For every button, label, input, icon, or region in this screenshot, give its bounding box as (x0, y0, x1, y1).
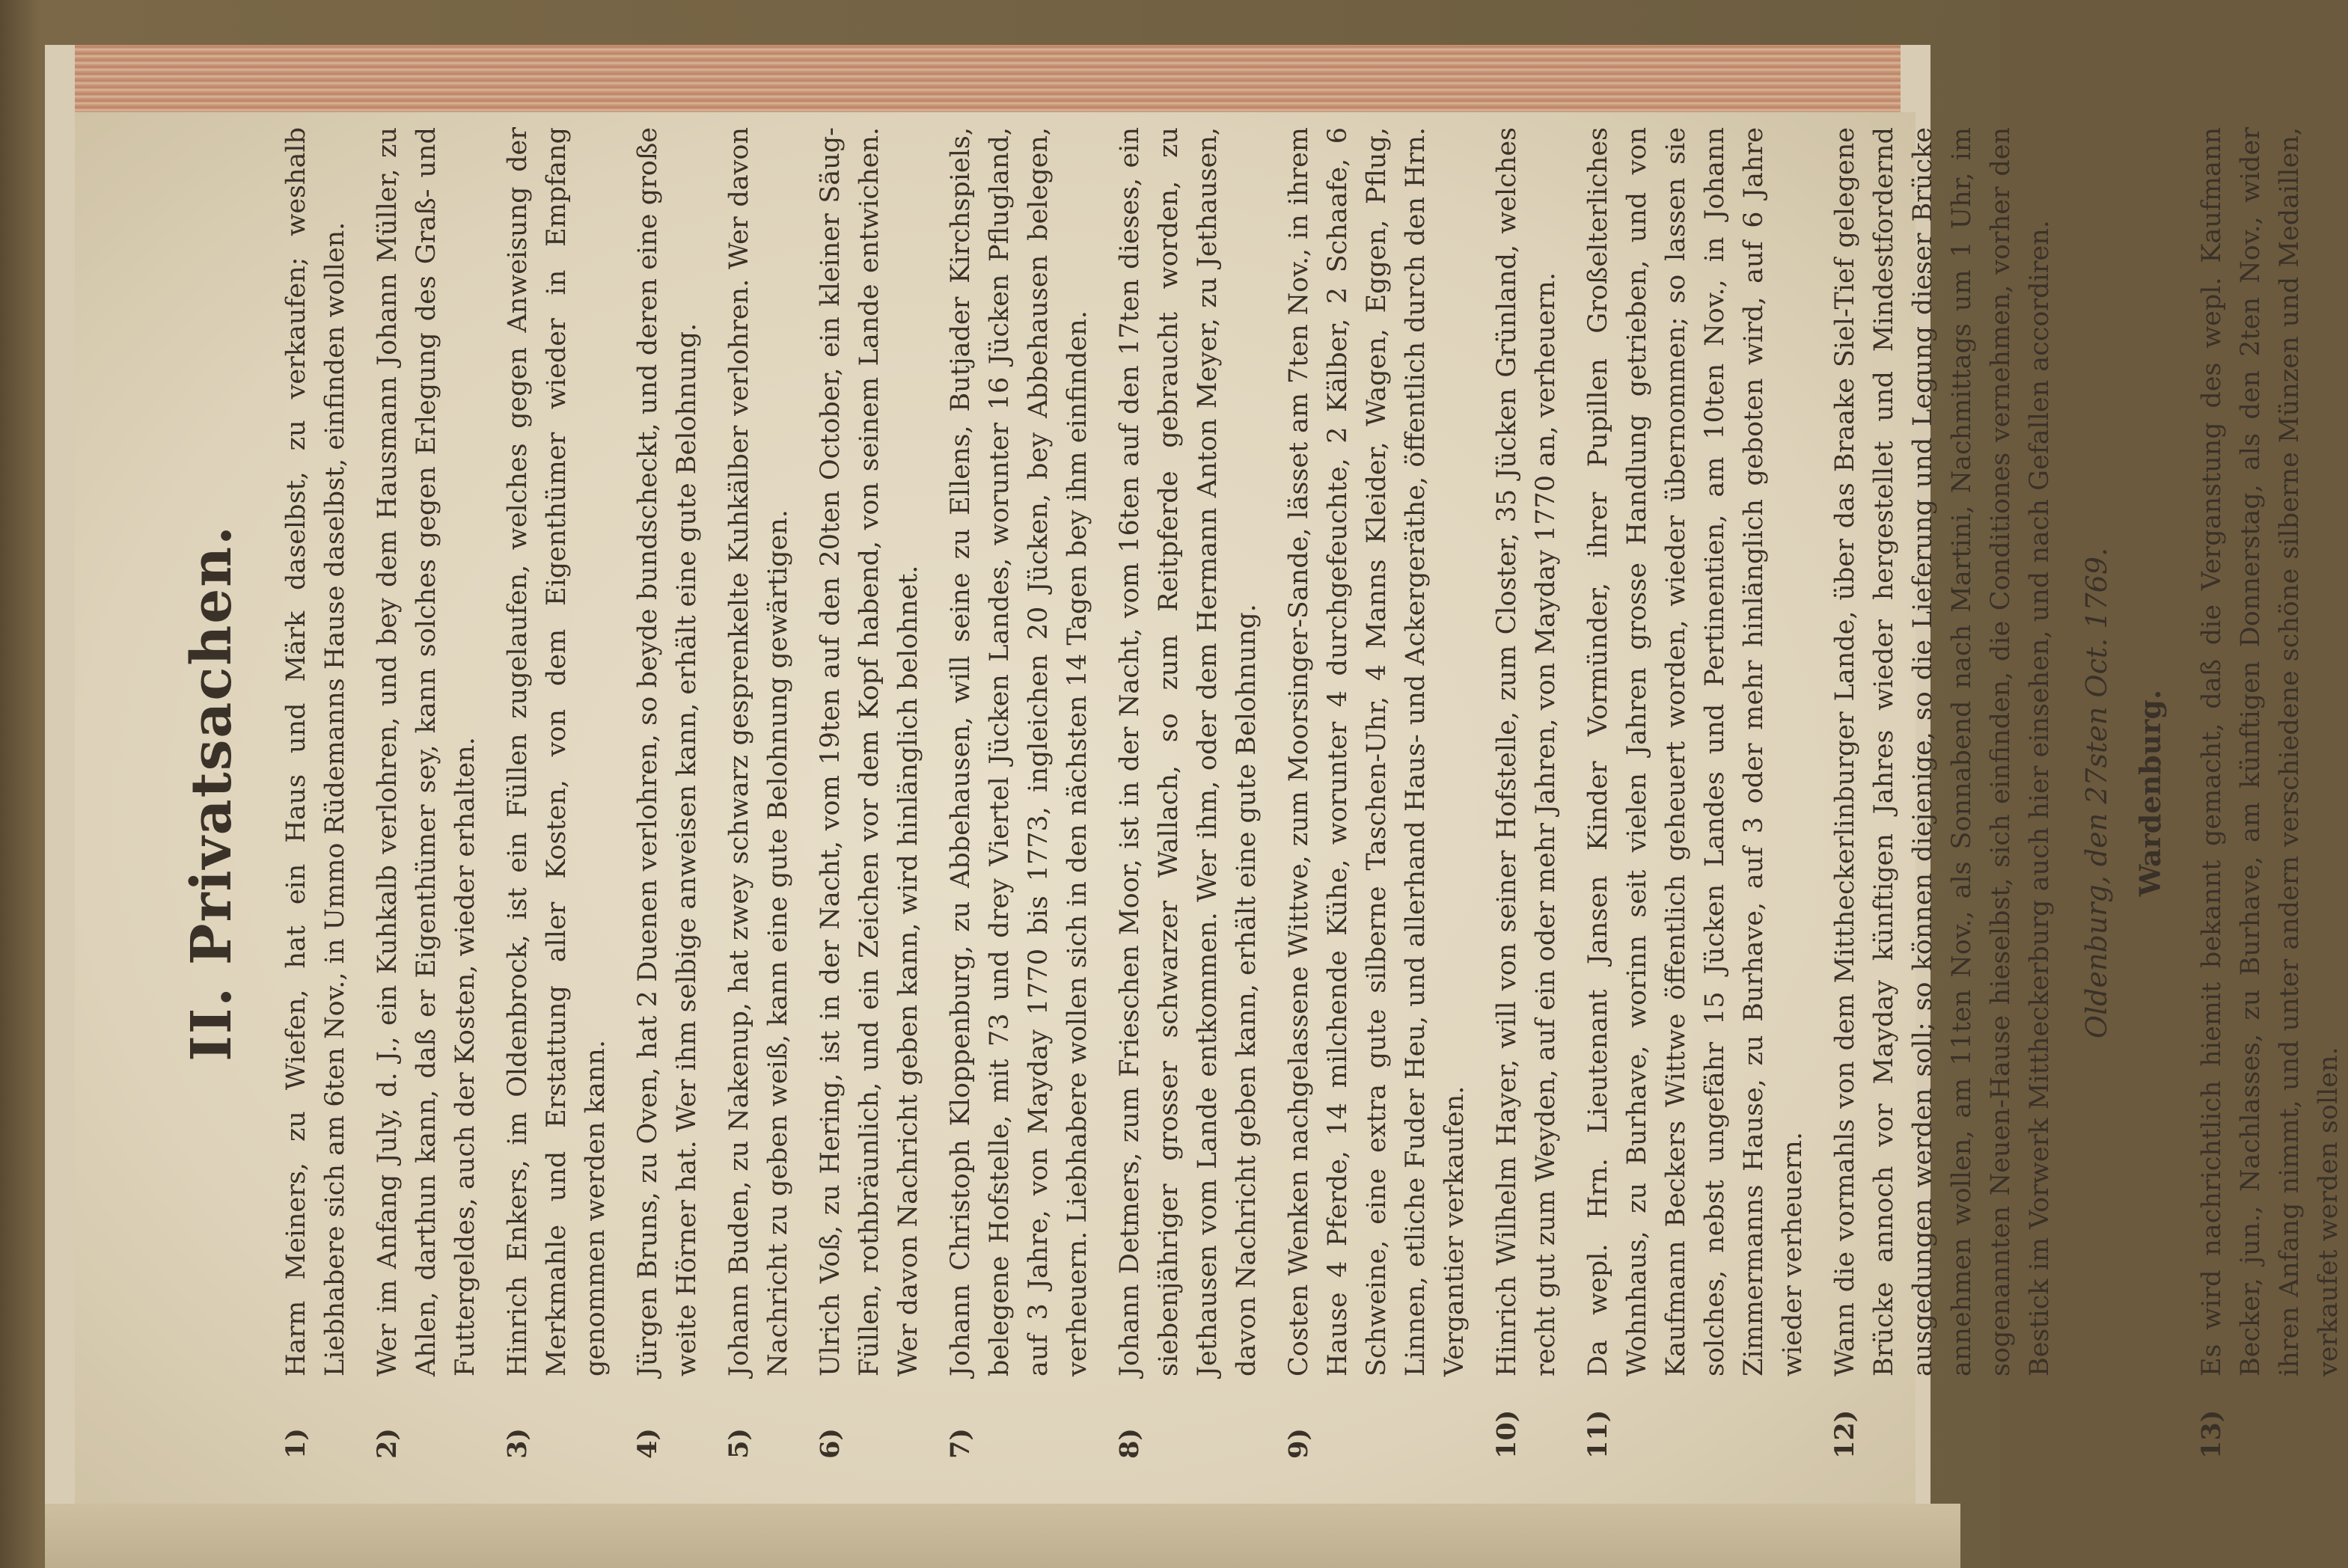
entry-number: 13) (2196, 1409, 2227, 1459)
notice-entry (277, 127, 355, 1459)
place-heading: Wardenburg. (2133, 689, 2167, 897)
entry-number: 7) (945, 1428, 976, 1459)
dateline: Oldenburg, den 27sten Oct. 1769. (2080, 547, 2113, 1039)
entry-number: 12) (1829, 1409, 1860, 1459)
entry-text: Johann Christoph Kloppenburg, zu Abbehausen, will seine zu Ellens, Butjader Kirchspiels, belegene Hofstelle, mit 73 und drey Viertel Jücken Landes, worunter 16 Jücken Pflugland, auf 3 Jahre, von Mayday 1770 bis 1773, ingleichen 20 Jücken, bey Abbehausen belegen, verheuern. Liebhabere wollen sich in den nächsten 14 Tagen bey ihm einfinden. (946, 127, 1092, 1376)
notice-entry (368, 127, 485, 1459)
entry-text: Wer im Anfang July, d. J., ein Kuhkalb verlohren, und bey dem Hausmann Johann Müller, zu Ahlen, darthun kann, daß er Eigenthümer sey, kann solches gegen Erlegung des Graß- und Futtergeldes, auch der Kosten, wieder erhalten. (373, 127, 480, 1376)
notice-entry (498, 127, 615, 1459)
entry-number: 2) (372, 1428, 403, 1459)
entry-number: 4) (632, 1428, 663, 1459)
section-heading: II. Privatsachen. (180, 524, 244, 1062)
entry-number: 9) (1283, 1428, 1314, 1459)
entry-text: Jürgen Bruns, zu Oven, hat 2 Duenen verlohren, so beyde bundscheckt, und deren eine große weite Hörner hat. Wer ihm selbige anweisen kann, erhält eine gute Belohnung. (633, 127, 702, 1376)
notice-entry (2192, 127, 2348, 1459)
entry-number: 10) (1491, 1409, 1522, 1459)
notice-entry (941, 127, 1097, 1459)
entry-text: Hinrich Enkers, im Oldenbrock, ist ein Füllen zugelaufen, welches gegen Anweisung der Merkmahle und Erstattung aller Kosten, von dem Eigenthümer wieder in Empfang genommen werden kann. (503, 127, 611, 1376)
notice-entry (811, 127, 928, 1459)
notice-entry (1579, 127, 1812, 1459)
entry-number: 8) (1114, 1428, 1145, 1459)
notice-entry (1488, 127, 1565, 1459)
notice-entry (720, 127, 798, 1459)
notice-entry (1280, 127, 1474, 1459)
entry-text: Harm Meiners, zu Wiefen, hat ein Haus und Märk daselbst, zu verkaufen; weshalb Liebhabere sich am 6ten Nov., in Ummo Rüdemanns Hause daselbst, einfinden wollen. (281, 127, 350, 1376)
notice-entry (1110, 127, 1266, 1459)
printed-text-block (150, 127, 2344, 1459)
notice-entry (629, 127, 706, 1459)
entry-number: 6) (815, 1428, 846, 1459)
entry-text: Johann Buden, zu Nakenup, hat zwey schwarz gesprenkelte Kuhkälber verlohren. Wer davon Nachricht zu geben weiß, kann eine gute Belohnung gewärtigen. (724, 127, 793, 1376)
notice-entry (1826, 127, 2059, 1459)
entry-text: Johann Detmers, zum Frieschen Moor, ist in der Nacht, vom 16ten auf den 17ten dieses, ein siebenjähriger grosser schwarzer Wallach, so zum Reitpferde gebraucht worden, zu Jethausen vom Lande entkommen. Wer ihm, oder dem Hermann Anton Meyer, zu Jethausen, davon Nachricht geben kann, erhält eine gute Belohnung. (1115, 127, 1262, 1376)
entry-text: Wann die vormahls von dem Mittheckerlinburger Lande, über das Braake Siel-Tief gelegene Brücke annoch vor Mayday künftigen Jahres wieder hergestellet und Mindestfordernd ausgedungen werden soll; so können diejenige, so die Lieferung und Legung dieser Brücke annehmen wollen, am 11ten Nov., als Sonnabend nach Martini, Nachmittags um 1 Uhr, im sogenannten Neuen-Hause hieselbst, sich einfinden, die Conditiones vernehmen, vorher den Bestick im Vorwerk Mittheckerburg auch hier einsehen, und nach Gefallen accordiren. (1830, 127, 2055, 1376)
binding-edge (45, 1504, 1960, 1568)
entry-number: 3) (502, 1428, 533, 1459)
entry-text: Da wepl. Hrn. Lieutenant Jansen Kinder Vormünder, ihrer Pupillen Großelterliches Wohnhaus, zu Burhave, worinn seit vielen Jahren grosse Handlung getrieben, und von Kaufmann Beckers Wittwe öffentlich geheuert worden, wieder übernommen; so lassen sie solches, nebst ungefähr 15 Jücken Landes und Pertinentien, am 10ten Nov., in Johann Zimmermanns Hause, zu Burhave, auf 3 oder mehr hinlänglich geboten wird, auf 6 Jahre wieder verheuern. (1583, 127, 1808, 1376)
entry-number: 5) (724, 1428, 754, 1459)
entry-number: 1) (281, 1428, 311, 1459)
entry-text: Ulrich Voß, zu Hering, ist in der Nacht, vom 19ten auf den 20ten October, ein kleiner Säug-Füllen, rothbräunlich, und ein Zeichen vor dem Kopf habend, von seinem Lande entwichen. Wer davon Nachricht geben kann, wird hinlänglich belohnet. (816, 127, 923, 1376)
entry-text: Es wird nachrichtlich hiemit bekannt gemacht, daß die Verganstung des wepl. Kaufmann Becker, jun., Nachlasses, zu Burhave, am künftigen Donnerstag, als den 2ten Nov., wider ihren Anfang nimmt, und unter andern verschiedene schöne silberne Münzen und Medaillen, verkaufet werden sollen. (2197, 127, 2344, 1376)
entry-number: 11) (1583, 1409, 1613, 1459)
entry-text: Costen Wenken nachgelassene Wittwe, zum Moorsinger-Sande, lässet am 7ten Nov., in ihrem Hause 4 Pferde, 14 milchende Kühe, worunter 4 durchgefeuchte, 2 Kälber, 2 Schaafe, 6 Schweine, eine extra gute silberne Taschen-Uhr, 4 Manns Kleider, Wagen, Eggen, Pflug, Linnen, etliche Fuder Heu, und allerhand Haus- und Ackergeräthe, öffentlich durch den Hrn. Vergantier verkaufen. (1284, 127, 1470, 1376)
entry-text: Hinrich Wilhelm Hayer, will von seiner Hofstelle, zum Closter, 35 Jücken Grünland, welches recht gut zum Weyden, auf ein oder mehr Jahren, von Mayday 1770 an, verheuern. (1492, 127, 1561, 1376)
